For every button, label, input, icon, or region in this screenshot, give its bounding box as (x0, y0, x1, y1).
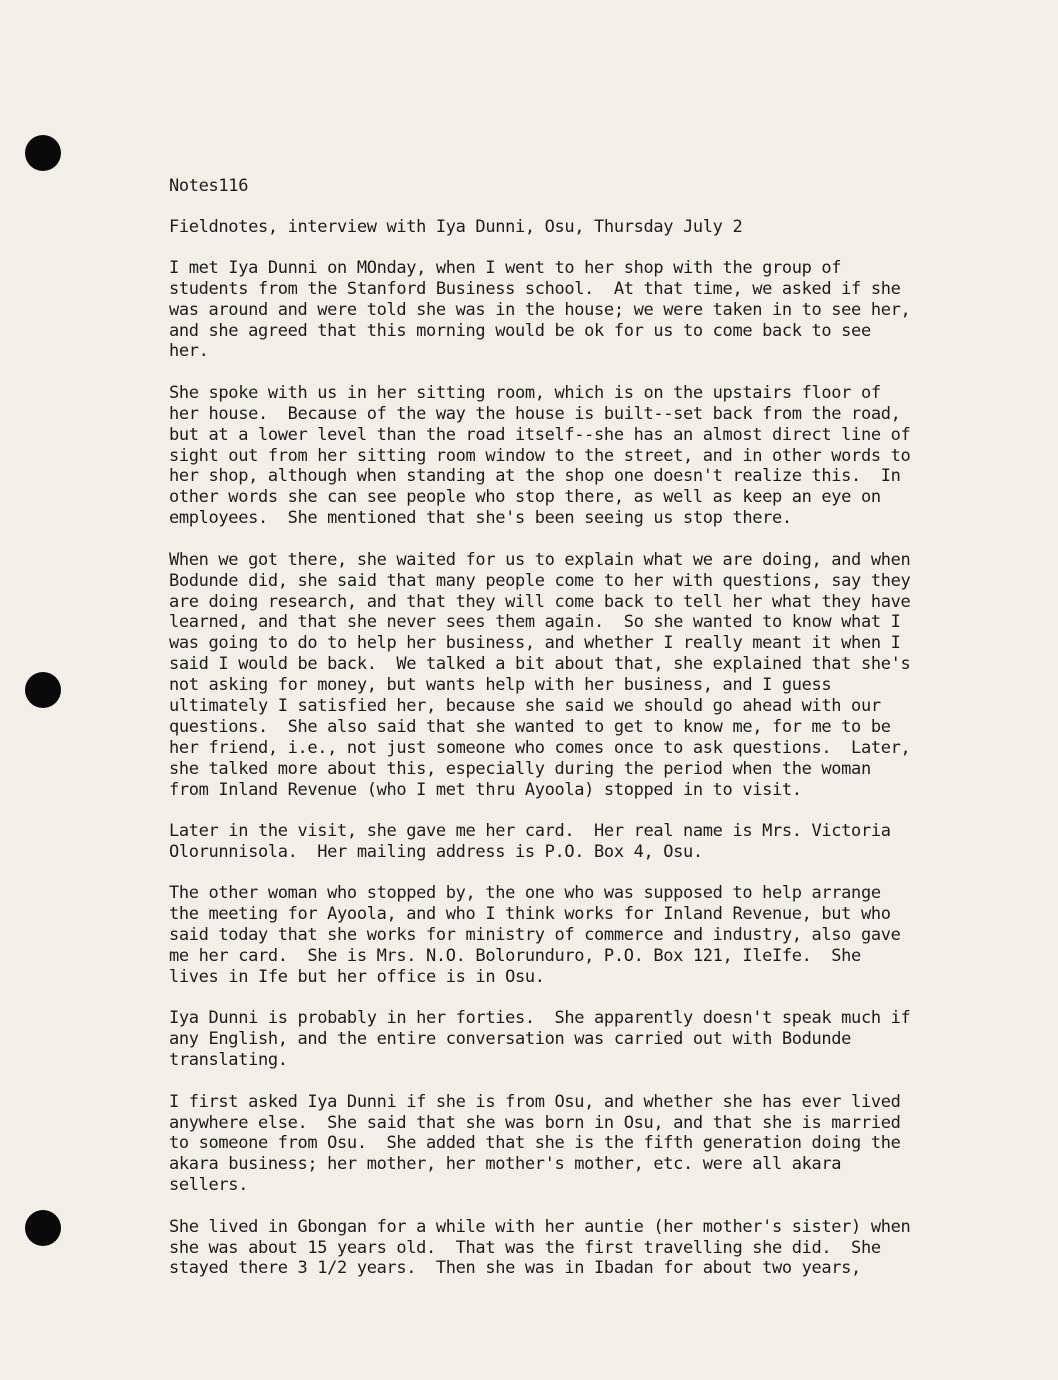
text-line: Bodunde did, she said that many people come to her with questions, say they (169, 570, 911, 591)
document-title: Fieldnotes, interview with Iya Dunni, Osu, Thursday July 2 (169, 216, 743, 237)
text-line: I first asked Iya Dunni if she is from Osu, and whether she has ever lived (169, 1091, 901, 1112)
paragraph (169, 258, 959, 363)
text-line: are doing research, and that they will come back to tell her what they have (169, 591, 911, 612)
paragraph (169, 1008, 959, 1071)
text-line: me her card. She is Mrs. N.O. Bolorunduro, P.O. Box 121, IleIfe. She (169, 946, 861, 967)
text-line: akara business; her mother, her mother's mother, etc. were all akara (169, 1154, 842, 1175)
text-line: said today that she works for ministry of commerce and industry, also gave (169, 925, 901, 946)
text-line: any English, and the entire conversation was carried out with Bodunde (169, 1029, 852, 1050)
text-line: from Inland Revenue (who I met thru Ayoola) stopped in to visit. (169, 779, 802, 800)
document-body (169, 258, 959, 1280)
text-line: to someone from Osu. She added that she is the fifth generation doing the (169, 1133, 901, 1154)
text-line: questions. She also said that she wanted to get to know me, for me to be (169, 716, 891, 737)
text-line: the meeting for Ayoola, and who I think works for Inland Revenue, but who (169, 904, 891, 925)
text-line: her. (169, 341, 209, 362)
text-line: students from the Stanford Business school. At that time, we asked if she (169, 278, 901, 299)
text-line: I met Iya Dunni on MOnday, when I went to her shop with the group of (169, 257, 842, 278)
text-line: Iya Dunni is probably in her forties. She apparently doesn't speak much if (169, 1008, 911, 1029)
text-line: not asking for money, but wants help with her business, and I guess (169, 675, 832, 696)
text-line: She spoke with us in her sitting room, which is on the upstairs floor of (169, 382, 881, 403)
binder-hole-bottom (25, 1210, 61, 1246)
text-line: sellers. (169, 1175, 249, 1196)
text-line: she talked more about this, especially during the period when the woman (169, 758, 871, 779)
text-line: and she agreed that this morning would be ok for us to come back to see (169, 320, 871, 341)
text-line: Olorunnisola. Her mailing address is P.O. Box 4, Osu. (169, 841, 703, 862)
text-line: The other woman who stopped by, the one who was supposed to help arrange (169, 883, 881, 904)
text-line: her shop, although when standing at the shop one doesn't realize this. In (169, 466, 901, 487)
text-line: was going to do to help her business, and whether I really meant it when I (169, 633, 901, 654)
text-line: employees. She mentioned that she's been seeing us stop there. (169, 508, 792, 529)
typed-page (169, 176, 959, 1300)
text-line: lives in Ife but her office is in Osu. (169, 967, 545, 987)
paragraph (169, 383, 959, 529)
binder-hole-middle (25, 672, 61, 708)
text-line: she was about 15 years old. That was the first travelling she did. She (169, 1237, 881, 1258)
text-line: learned, and that she never sees them again. So she wanted to know what I (169, 612, 901, 633)
text-line: When we got there, she waited for us to explain what we are doing, and when (169, 549, 911, 570)
text-line: but at a lower level than the road itself--she has an almost direct line of (169, 424, 911, 445)
text-line: said I would be back. We talked a bit about that, she explained that she's (169, 654, 911, 675)
document-id: Notes116 (169, 176, 249, 196)
text-line: Later in the visit, she gave me her card. Her real name is Mrs. Victoria (169, 821, 891, 842)
binder-hole-top (25, 135, 61, 171)
text-line: her house. Because of the way the house is built--set back from the road, (169, 403, 901, 424)
paragraph (169, 550, 959, 801)
text-line: other words she can see people who stop there, as well as keep an eye on (169, 487, 881, 508)
text-line: anywhere else. She said that she was born in Osu, and that she is married (169, 1112, 901, 1133)
text-line: ultimately I satisfied her, because she said we should go ahead with our (169, 696, 881, 717)
paragraph (169, 1092, 959, 1197)
text-line: was around and were told she was in the house; we were taken in to see her, (169, 299, 911, 320)
text-line: her friend, i.e., not just someone who comes once to ask questions. Later, (169, 737, 911, 758)
paragraph (169, 883, 959, 988)
text-line: sight out from her sitting room window to the street, and in other words to (169, 445, 911, 466)
paragraph (169, 1217, 959, 1280)
text-line: translating. (169, 1050, 288, 1071)
text-line: stayed there 3 1/2 years. Then she was in Ibadan for about two years, (169, 1258, 861, 1279)
paragraph (169, 821, 959, 863)
text-line: She lived in Gbongan for a while with her auntie (her mother's sister) when (169, 1216, 911, 1237)
